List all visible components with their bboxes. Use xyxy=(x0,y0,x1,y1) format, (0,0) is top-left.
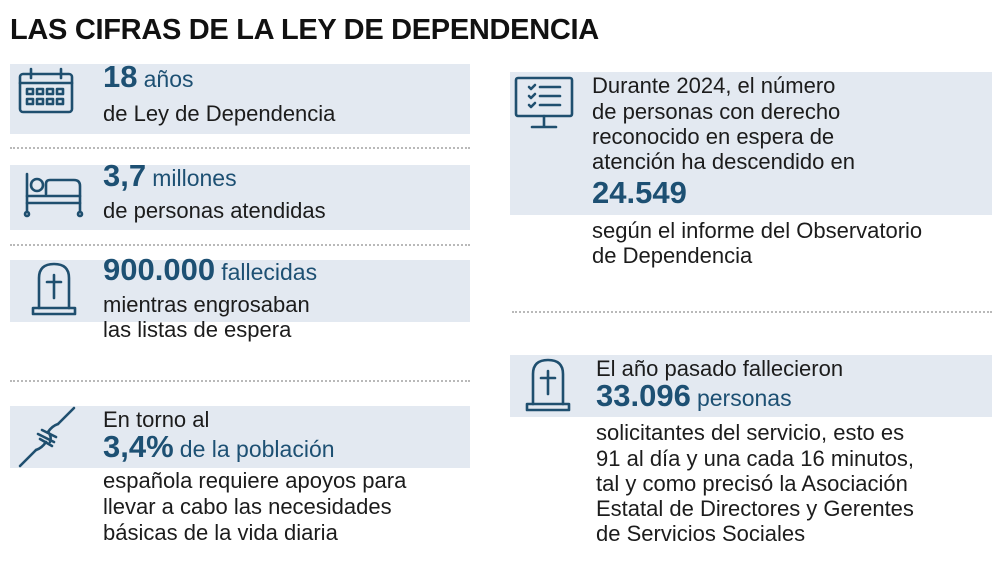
stat-description: de Ley de Dependencia xyxy=(103,101,336,126)
separator xyxy=(10,244,470,246)
stat-description: solicitantes del servicio, esto es xyxy=(596,420,905,445)
stat-description: llevar a cabo las necesidades xyxy=(103,494,392,519)
item-headline xyxy=(103,252,318,287)
bed-icon xyxy=(20,166,86,218)
item-lead: Durante 2024, el número xyxy=(592,73,836,98)
item-lead: El año pasado fallecieron xyxy=(596,356,844,381)
stat-unit: millones xyxy=(152,165,237,191)
item-headline xyxy=(103,59,194,94)
stat-description: las listas de espera xyxy=(103,317,292,342)
separator xyxy=(512,311,992,313)
stat-number: 900.000 xyxy=(103,252,216,287)
stat-number: 18 xyxy=(103,59,138,94)
stat-unit: años xyxy=(143,66,194,92)
stat-number: 3,7 xyxy=(103,158,147,193)
item-lead: En torno al xyxy=(103,407,210,432)
stat-number: 24.549 xyxy=(592,175,687,210)
stat-description: Estatal de Directores y Gerentes xyxy=(596,496,914,521)
item-lead: de personas con derecho xyxy=(592,99,841,124)
calendar-icon xyxy=(16,66,76,116)
helping-hands-icon xyxy=(12,404,82,470)
item-lead: atención ha descendido en xyxy=(592,149,855,174)
item-headline xyxy=(596,378,792,413)
tombstone-icon xyxy=(524,354,572,416)
stat-unit: personas xyxy=(696,385,792,411)
separator xyxy=(10,147,470,149)
monitor-checklist-icon xyxy=(512,74,576,132)
stat-description: mientras engrosaban xyxy=(103,292,310,317)
stat-description: 91 al día y una cada 16 minutos, xyxy=(596,446,914,471)
stat-description: española requiere apoyos para xyxy=(103,468,407,493)
tombstone-icon xyxy=(30,258,78,320)
stat-description: según el informe del Observatorio xyxy=(592,218,923,243)
stat-number: 33.096 xyxy=(596,378,691,413)
stat-description: de personas atendidas xyxy=(103,198,326,223)
stat-description: tal y como precisó la Asociación xyxy=(596,471,908,496)
item-lead: reconocido en espera de xyxy=(592,124,835,149)
item-headline xyxy=(592,175,687,210)
stat-number: 3,4% xyxy=(103,429,174,464)
stat-description: de Servicios Sociales xyxy=(596,521,806,546)
item-headline xyxy=(103,429,335,464)
stat-unit: de la población xyxy=(179,436,335,462)
stat-description: de Dependencia xyxy=(592,243,753,268)
separator xyxy=(10,380,470,382)
page-title: LAS CIFRAS DE LA LEY DE DEPENDENCIA xyxy=(10,14,599,46)
stat-unit: fallecidas xyxy=(221,259,318,285)
item-headline xyxy=(103,158,237,193)
stat-description: básicas de la vida diaria xyxy=(103,520,338,545)
